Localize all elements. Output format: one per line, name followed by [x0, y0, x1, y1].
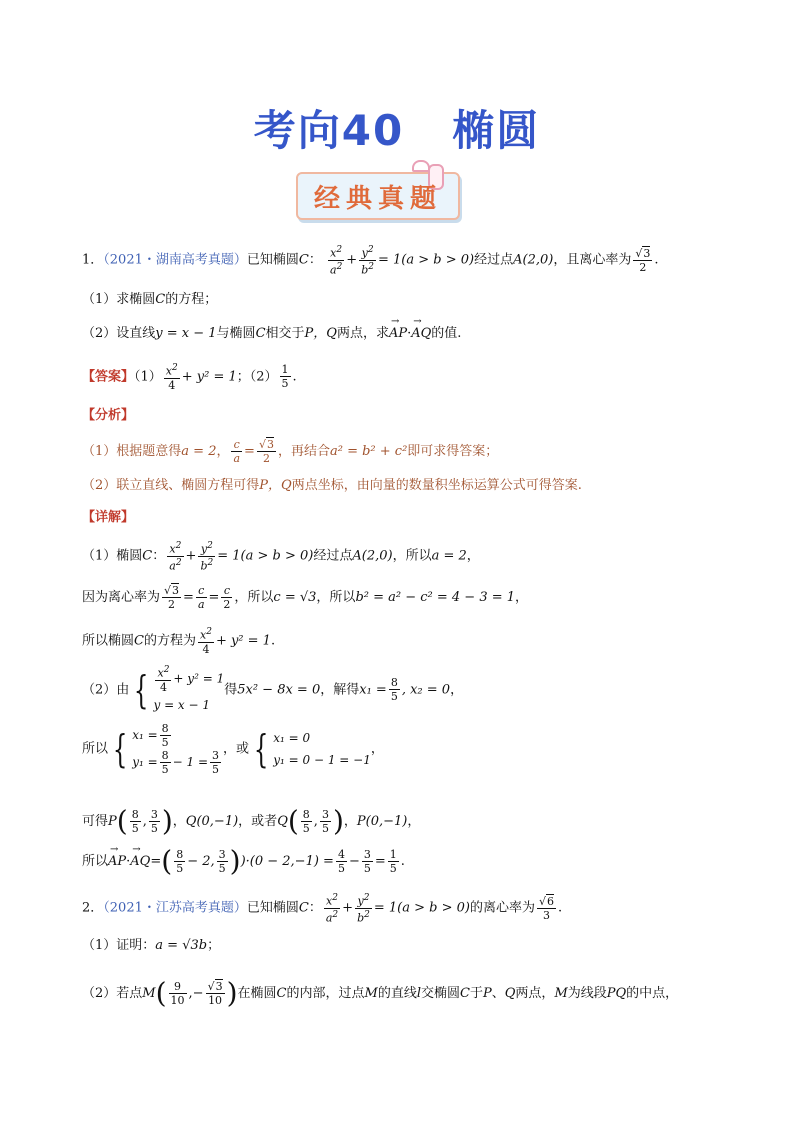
problem-1-stem: 1．（2021・湖南高考真题）已知椭圆C： $\frac{x^2}{a^2}$ + $\frac{y^2}{b^2}$ = 1(a > b > 0)经过点A(2,0)，且离心率为 $\frac{√3}{2}$ .	[82, 245, 659, 277]
detail-7: 所以→ AP·→ AQ=( $\frac{8}{5}$ − 2, $\frac{3}{5}$ ))·(0 − 2,−1) = $\frac{4}{5}$ − $\frac{3}{5}$ = $\frac{1}{5}$ .	[82, 848, 405, 875]
problem-1-answer: 【答案】（1） $\frac{x^2}{4}$ + y² = 1；（2） $\frac{1}{5}$ .	[82, 363, 297, 392]
detail-3: 所以椭圆C的方程为 $\frac{x^2}{4}$ + y² = 1.	[82, 627, 276, 656]
detail-2: 因为离心率为 $\frac{√3}{2}$ = $\frac{c}{a}$ = $\frac{c}{2}$ ，所以c = √3，所以b² = a² − c² = 4 − 3 = 1，	[82, 584, 529, 611]
detail-1: （1）椭圆C： $\frac{x^2}{a^2}$ + $\frac{y^2}{b^2}$ = 1(a > b > 0)经过点A(2,0)，所以a = 2，	[82, 541, 480, 573]
problem-2-q1: （1）证明：a = √3b；	[82, 938, 221, 953]
analysis-label: 【分析】	[82, 408, 135, 423]
problem-1-q2: （2）设直线y = x − 1与椭圆C相交于P，Q两点，求→ AP·→ AQ的值.	[82, 324, 461, 344]
page-title	[0, 98, 794, 158]
problem-2-q2: （2）若点M( $\frac{9}{10}$ ,− $\frac{√3}{10}$ )在椭圆C的内部，过点M的直线l交椭圆C于P、Q两点，M为线段PQ的中点，	[82, 976, 679, 1010]
detail-4: （2）由 { $\frac{x^2}{4}$ + y² = 1 y = x − 1 得5x² − 8x = 0，解得x₁ = $\frac{8}{5}$ , x₂ = 0，	[82, 665, 464, 712]
analysis-1: （1）根据题意得a = 2， $\frac{c}{a}$ = $\frac{√3}{2}$ ，再结合a² = b² + c²即可求得答案；	[82, 438, 499, 465]
detail-5: 所以 { x₁ = $\frac{8}{5}$ y₁ = $\frac{8}{5}$ − 1 = $\frac{3}{5}$ ，或 { x₁ = 0 y₁ = 0 − 1 = −1 ，	[82, 722, 384, 776]
analysis-2: （2）联立直线、椭圆方程可得P，Q两点坐标，由向量的数量积坐标运算公式可得答案.	[82, 478, 582, 493]
detail-label: 【详解】	[82, 510, 135, 525]
problem-2-stem: 2．（2021・江苏高考真题）已知椭圆C： $\frac{x^2}{a^2}$ + $\frac{y^2}{b^2}$ = 1(a > b > 0)的离心率为 $\frac{√6}{3}$ .	[82, 893, 563, 925]
detail-6: 可得P( $\frac{8}{5}$ , $\frac{3}{5}$ )，Q(0,−1)，或者Q( $\frac{8}{5}$ , $\frac{3}{5}$ )，P(0,−1)，	[82, 804, 421, 838]
title-topic-number: 考向40	[253, 106, 405, 155]
section-banner	[296, 172, 460, 220]
title-topic: 椭圆	[452, 106, 541, 155]
banner-label: 经典真题	[313, 184, 442, 214]
problem-1-q1: （1）求椭圆C的方程；	[82, 292, 218, 307]
